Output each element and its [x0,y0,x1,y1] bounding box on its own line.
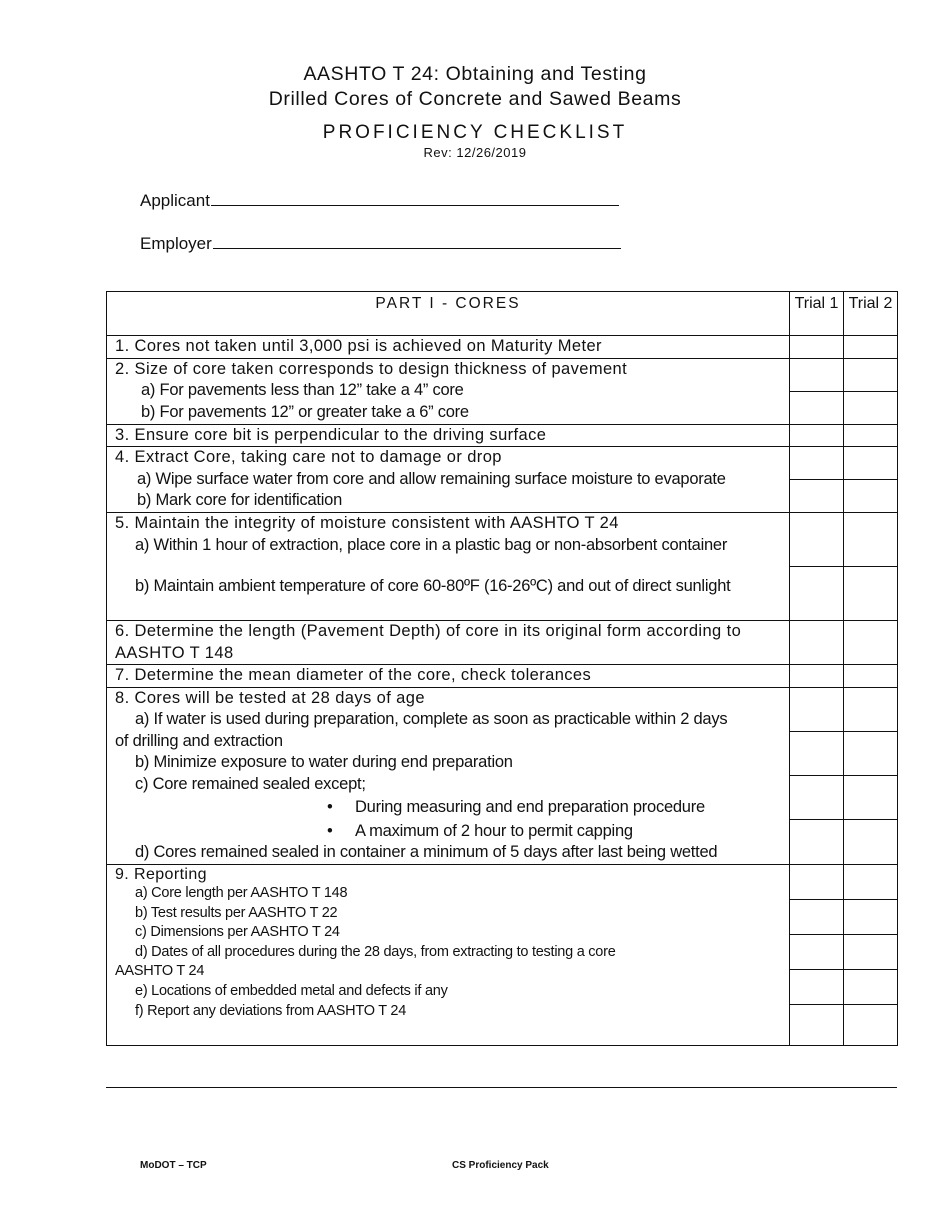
item-9-cell [107,864,790,1045]
trial-1-checkbox[interactable] [790,776,844,820]
item-4b-text: b) Mark core for identification [137,491,343,509]
checklist-subtitle: PROFICIENCY CHECKLIST [322,122,628,143]
trial-2-checkbox[interactable] [844,776,898,820]
table-header-row [107,292,898,336]
trial-1-checkbox[interactable] [790,899,844,934]
trial-1-checkbox[interactable] [790,820,844,864]
trial-1-checkbox[interactable] [790,621,844,665]
item-1-text: 1. Cores not taken until 3,000 psi is achieved on Maturity Meter [107,336,790,359]
item-8-text: 8. Cores will be tested at 28 days of age [115,688,425,707]
item-8-cell [107,687,790,864]
trial-2-checkbox[interactable] [844,336,898,359]
item-7-text: 7. Determine the mean diameter of the core, check tolerances [107,665,790,688]
proficiency-checklist-table [106,291,898,1046]
item-5-text: 5. Maintain the integrity of moisture consistent with AASHTO T 24 [115,514,619,532]
item-8c-bullet-2 [115,821,783,843]
item-8c-bullet-1-text: During measuring and end preparation procedure [355,798,705,816]
item-9a-text: a) Core length per AASHTO T 148 [135,885,348,902]
trial-1-checkbox[interactable] [790,969,844,1004]
trial-2-header: Trial 2 [844,292,898,336]
item-5-cell [107,513,790,621]
checklist-row-9 [107,864,898,899]
checklist-row-6 [107,621,898,665]
item-5a-text: a) Within 1 hour of extraction, place core in a plastic bag or non-absorbent container [135,535,728,554]
employer-label: Employer [140,234,212,253]
checklist-row-2 [107,358,898,391]
trial-1-checkbox[interactable] [790,336,844,359]
employer-blank-line[interactable] [213,233,621,249]
item-9d-text-cont: AASHTO T 24 [115,963,205,980]
item-9e-text: e) Locations of embedded metal and defects if any [135,983,448,1000]
item-9b-text: b) Test results per AASHTO T 22 [135,904,338,921]
checklist-row-3 [107,424,898,447]
item-3-text: 3. Ensure core bit is perpendicular to the driving surface [107,424,790,447]
checklist-row-7 [107,665,898,688]
trial-1-checkbox[interactable] [790,358,844,391]
applicant-field[interactable] [140,190,619,211]
checklist-row-8 [107,687,898,731]
item-9c-text: c) Dimensions per AASHTO T 24 [135,924,340,941]
item-9d-text: d) Dates of all procedures during the 28 days, from extracting to testing a core [135,943,616,960]
trial-2-checkbox[interactable] [844,621,898,665]
item-8c-text: c) Core remained sealed except; [135,774,366,793]
item-4a-text: a) Wipe surface water from core and allow remaining surface moisture to evaporate [137,469,726,488]
document-title-line2: Drilled Cores of Concrete and Sawed Beams [268,88,682,110]
item-9f-text: f) Report any deviations from AASHTO T 24 [135,1002,407,1019]
item-8d-text: d) Cores remained sealed in container a minimum of 5 days after last being wetted [135,843,718,861]
trial-1-checkbox[interactable] [790,1004,844,1045]
part-title: PART I - CORES [107,292,790,336]
employer-field[interactable] [140,233,621,254]
item-4-cell [107,447,790,513]
item-5b-text: b) Maintain ambient temperature of core 60-80ºF (16-26ºC) and out of direct sunlight [135,577,731,595]
trial-2-checkbox[interactable] [844,820,898,864]
trial-2-checkbox[interactable] [844,358,898,391]
footer-center: CS Proficiency Pack [452,1160,549,1171]
trial-2-checkbox[interactable] [844,1004,898,1045]
applicant-blank-line[interactable] [211,190,619,206]
checklist-row-1 [107,336,898,359]
trial-1-checkbox[interactable] [790,665,844,688]
item-2-text: 2. Size of core taken corresponds to design thickness of pavement [115,359,628,378]
applicant-label: Applicant [140,191,210,210]
footer-left: MoDOT – TCP [140,1160,207,1171]
bullet-icon: • [327,798,333,816]
checklist-row-5 [107,513,898,567]
item-8a-text: a) If water is used during preparation, complete as soon as practicable within 2 days [135,710,728,728]
checklist-row-4 [107,447,898,480]
trial-2-checkbox[interactable] [844,567,898,621]
trial-1-header: Trial 1 [790,292,844,336]
item-6-text: 6. Determine the length (Pavement Depth) of core in its original form according to AASHTO T 148 [107,621,790,665]
trial-1-checkbox[interactable] [790,513,844,567]
trial-1-checkbox[interactable] [790,424,844,447]
document-header [0,62,950,160]
item-8c-bullet-2-text: A maximum of 2 hour to permit capping [355,821,633,840]
item-2b-text: b) For pavements 12” or greater take a 6” core [141,402,469,421]
trial-1-checkbox[interactable] [790,480,844,513]
trial-2-checkbox[interactable] [844,731,898,775]
bullet-icon: • [327,821,333,840]
trial-2-checkbox[interactable] [844,447,898,480]
item-9-text: 9. Reporting [115,865,207,883]
trial-2-checkbox[interactable] [844,424,898,447]
document-title-line1: AASHTO T 24: Obtaining and Testing [303,63,647,85]
item-8b-text: b) Minimize exposure to water during end preparation [135,753,513,771]
item-8a-text-cont: of drilling and extraction [115,731,283,750]
item-2-cell [107,358,790,424]
item-4-text: 4. Extract Core, taking care not to damage or drop [115,448,502,466]
trial-1-checkbox[interactable] [790,687,844,731]
trial-1-checkbox[interactable] [790,447,844,480]
trial-2-checkbox[interactable] [844,480,898,513]
trial-1-checkbox[interactable] [790,731,844,775]
item-2a-text: a) For pavements less than 12” take a 4” core [141,381,464,399]
item-8c-bullet-1 [115,797,783,819]
trial-2-checkbox[interactable] [844,864,898,899]
footer-divider [106,1087,897,1088]
trial-2-checkbox[interactable] [844,391,898,424]
trial-2-checkbox[interactable] [844,934,898,969]
spacer [115,556,783,576]
trial-1-checkbox[interactable] [790,934,844,969]
trial-1-checkbox[interactable] [790,567,844,621]
trial-2-checkbox[interactable] [844,665,898,688]
trial-1-checkbox[interactable] [790,864,844,899]
trial-1-checkbox[interactable] [790,391,844,424]
trial-2-checkbox[interactable] [844,899,898,934]
trial-2-checkbox[interactable] [844,513,898,567]
revision-date: Rev: 12/26/2019 [423,145,527,160]
trial-2-checkbox[interactable] [844,969,898,1004]
trial-2-checkbox[interactable] [844,687,898,731]
